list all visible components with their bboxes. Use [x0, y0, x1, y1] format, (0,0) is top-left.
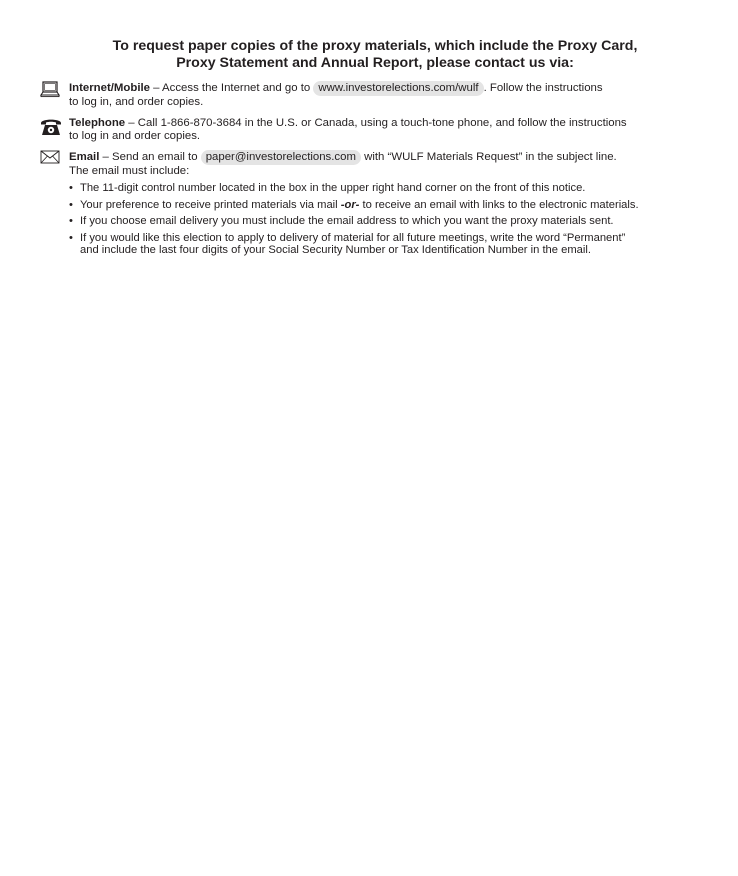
telephone-text: – Call 1-866-870-3684 in the U.S. or Canada, using a touch-tone phone, and follow the instructions — [125, 117, 627, 129]
list-item — [69, 215, 719, 228]
email-text-before: – Send an email to — [99, 151, 201, 163]
internet-url-link[interactable]: www.investorelections.com/wulf — [313, 81, 483, 96]
page-heading — [40, 38, 710, 72]
email-text-after: with “WULF Materials Request” in the subject line. — [360, 151, 617, 163]
bullet-marker: • — [69, 182, 73, 194]
email-requirements-list — [69, 182, 719, 261]
envelope-icon — [40, 150, 60, 168]
list-item — [69, 199, 719, 212]
bullet-text-3: If you choose email delivery you must include the email address to which you want the proxy materials sent. — [80, 215, 614, 227]
internet-label: Internet/Mobile — [69, 82, 151, 94]
telephone-section — [40, 117, 720, 147]
email-instructions — [69, 150, 719, 178]
bullet-text-2-after: to receive an email with links to the electronic materials. — [359, 198, 639, 211]
bullet-text-1: The 11-digit control number located in the box in the upper right hand corner on the front of this notice. — [80, 182, 586, 194]
telephone-icon — [40, 117, 62, 141]
laptop-icon — [40, 81, 60, 102]
internet-instructions — [69, 81, 719, 109]
internet-text-after: . Follow the instructions — [483, 82, 603, 94]
internet-section — [40, 81, 720, 111]
email-label: Email — [69, 151, 100, 163]
email-address-link[interactable]: paper@investorelections.com — [201, 150, 361, 165]
list-item — [69, 232, 719, 257]
bullet-text-2-before: Your preference to receive printed materials via mail — [80, 198, 341, 211]
telephone-line-2: to log in and order copies. — [69, 130, 201, 142]
bullet-marker: • — [69, 198, 73, 211]
telephone-instructions — [69, 117, 719, 143]
email-section — [40, 150, 720, 265]
internet-line-2: to log in, and order copies. — [69, 96, 204, 108]
list-item — [69, 182, 719, 195]
email-line-2: The email must include: — [69, 165, 190, 177]
bullet-text-2-or: -or- — [340, 198, 360, 211]
heading-line-2: Proxy Statement and Annual Report, please contact us via: — [176, 55, 574, 71]
bullet-marker: • — [69, 215, 73, 227]
heading-line-1: To request paper copies of the proxy materials, which include the Proxy Card, — [112, 38, 638, 54]
internet-text-before: – Access the Internet and go to — [150, 82, 314, 94]
bullet-text-4-line-1: If you would like this election to apply to delivery of material for all future meetings, write the word “Permanent” — [80, 231, 626, 244]
bullet-marker: • — [69, 231, 73, 244]
bullet-text-4-line-2: and include the last four digits of your Social Security Number or Tax Identification Number in the email. — [80, 244, 591, 256]
telephone-label: Telephone — [69, 117, 126, 129]
